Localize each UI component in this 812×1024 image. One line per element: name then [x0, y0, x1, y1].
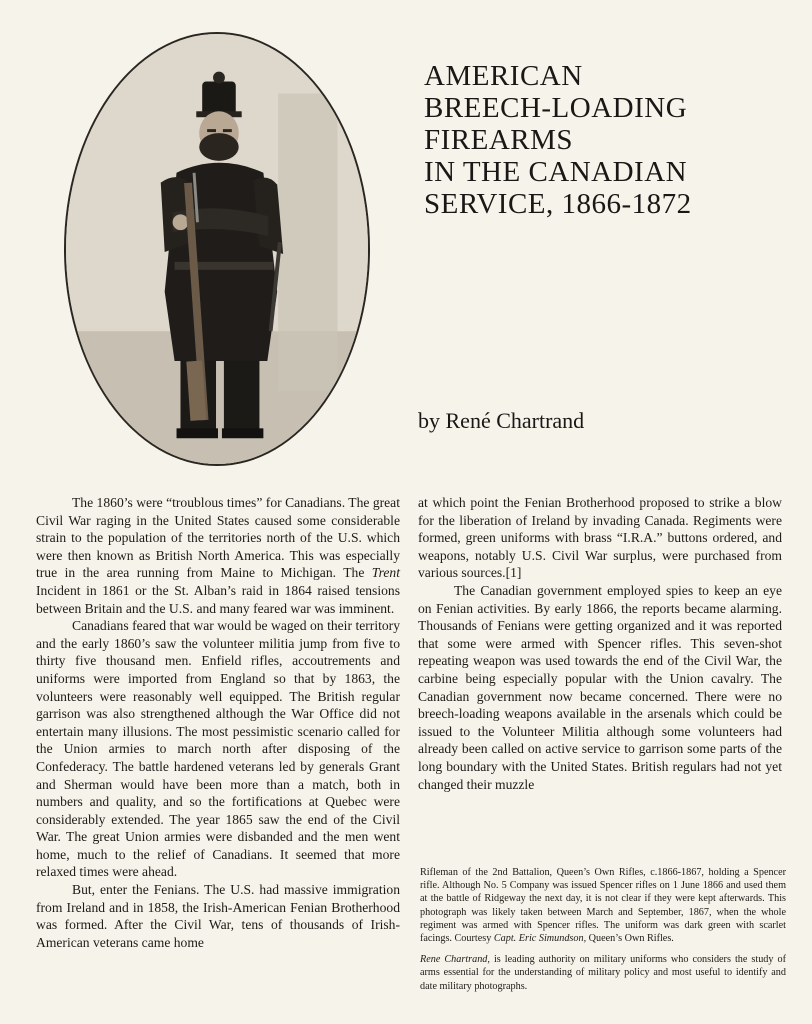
author-bio-name: Rene Chartrand, — [420, 954, 490, 966]
paragraph-invasion: at which point the Fenian Brotherhood proposed to strike a blow for the liberation of Ireland by invading Canada. Regiments were formed, green uniforms with brass “I.R.A.” buttons ordered, and weapons, notably U.S. Civil War surplus, were purchased from various sources.[1] — [418, 495, 782, 581]
paragraph-fenians: But, enter the Fenians. The U.S. had massive immigration from Ireland and in 1858, the Irish-American Fenian Brotherhood was formed. After the Civil War, tens of thousands of Irish-American veterans came home — [36, 882, 400, 950]
caption-body: Rifleman of the 2nd Battalion, Queen’s Own Rifles, c.1866-1867, holding a Spencer rifle. Although No. 5 Company was issued Spencer rifles on 1 June 1866 and used them at the battle of Ridgeway the next day, it is not clear if they were kept afterwards. This photograph was likely taken between March and September, 1867, when the whole regiment was armed with Spencer rifles. The uniform was dark green with scarlet facings. Courtesy — [420, 867, 786, 945]
article-title — [424, 60, 794, 220]
title-line-4: IN THE CANADIAN — [424, 156, 688, 188]
body-column-left — [36, 494, 400, 951]
author-bio-text: is leading authority on military uniforms who considers the study of arms essential for the understanding of military policy and most useful to identify and date military photographs. — [420, 954, 786, 992]
paragraph-intro-text-b: Incident in 1861 or the St. Alban’s raid in 1864 raised tensions between Britain and the U.S. and many feared war was imminent. — [36, 582, 400, 616]
title-line-3: FIREARMS — [424, 124, 574, 156]
title-line-1: AMERICAN — [424, 60, 583, 92]
caption-credit: Capt. Eric Simundson, — [493, 933, 587, 945]
photo-caption — [420, 866, 786, 993]
author-bio — [420, 953, 786, 993]
title-line-2: BREECH-LOADING — [424, 92, 688, 124]
caption-credit-tail: Queen’s Own Rifles. — [586, 933, 674, 945]
body-column-right — [418, 494, 782, 793]
caption-text — [420, 866, 786, 945]
trent-italic: Trent — [371, 565, 400, 581]
author-byline: by René Chartrand — [418, 408, 585, 433]
paragraph-spencer: The Canadian government employed spies to keep an eye on Fenian activities. By early 1866, the reports became alarming. Thousands of Fenians were getting organized and it was reported that some were armed with Spencer rifles. This seven-shot repeating weapon was used towards the end of the Civil War, the carbine being especially popular with the Union cavalry. The Canadian government now became concerned. There were no breech-loading weapons available in the arsenals which could be issued to the Volunteer Militia although some volunteers had already been called on active service to garrison some parts of the long boundary with the United States. British regulars had not yet changed their muzzle — [418, 582, 782, 792]
title-line-5: SERVICE, 1866-1872 — [424, 188, 692, 220]
rifleman-photograph — [64, 32, 370, 466]
paragraph-militia: Canadians feared that war would be waged on their territory and the early 1860’s saw the volunteer militia jump from five to thirty five thousand men. Enfield rifles, accoutrements and uniforms were imported from England so that by 1863, the volunteers were reasonably well equipped. The British regular garrison was also strengthened although the War Office did not entertain many illusions. The most pessimistic scenario called for the Union armies to march north after disposing of the Confederacy. The battle hardened veterans led by generals Grant and Sherman would have been more than a match, both in numbers and quality, and so the fortifications at Quebec were considerably extended. The year 1865 saw the end of the Civil War. The great Union armies were disbanded and the men went home, much to the relief of Canadians. It seemed that more relaxed times were ahead. — [36, 618, 400, 880]
soldier-portrait-image — [66, 34, 368, 464]
paragraph-intro-text-a: The 1860’s were “troublous times” for Canadians. The great Civil War raging in the United States caused some considerable strain to the population of the territories north of the U.S. which were then known as British North America. This was especially true in the area running from Maine to Michigan. The — [36, 495, 400, 581]
paragraph-intro — [36, 494, 400, 617]
